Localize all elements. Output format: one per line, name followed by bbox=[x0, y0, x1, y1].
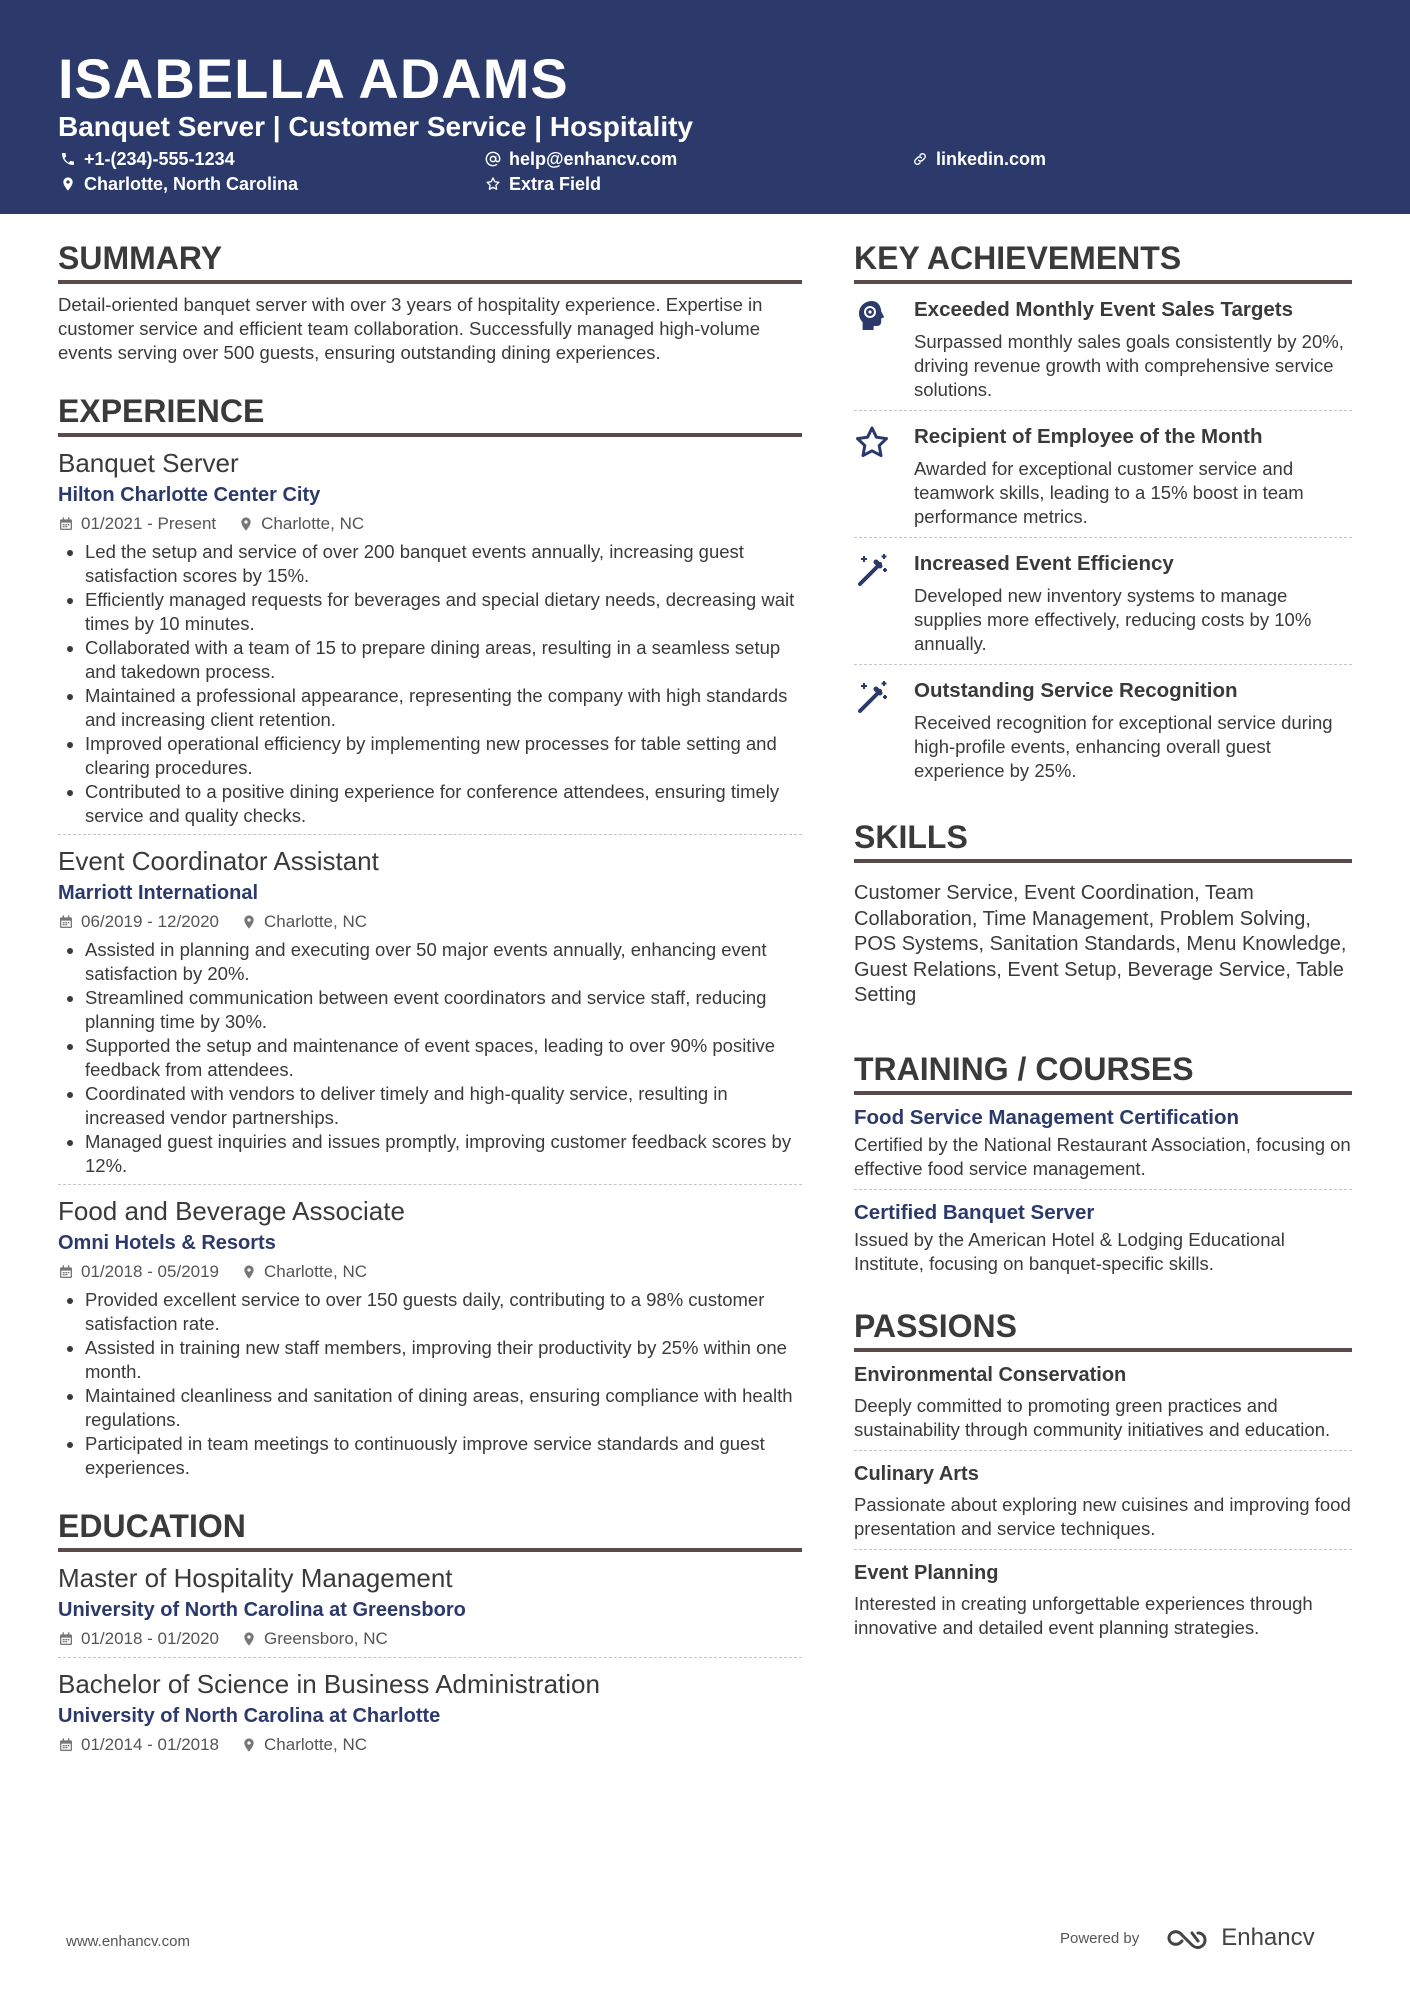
date-text: 01/2021 - Present bbox=[81, 514, 217, 533]
achievement-item bbox=[854, 284, 1352, 411]
bullet-item: • Assisted in training new staff members, improving their productivity by 25% within one month. bbox=[85, 1336, 802, 1384]
enhancv-logo[interactable] bbox=[1165, 1924, 1314, 1952]
passion-description: Deeply committed to promoting green practices and sustainability through community initiatives and education. bbox=[854, 1394, 1331, 1440]
achievement-body bbox=[914, 423, 1352, 529]
bullet-list bbox=[58, 1288, 802, 1480]
experience-list bbox=[58, 437, 802, 1486]
passions-list bbox=[854, 1352, 1352, 1648]
course-item bbox=[854, 1190, 1352, 1284]
powered-by-text: Powered by bbox=[1060, 1929, 1140, 1947]
head-icon bbox=[854, 296, 894, 402]
location-text: Charlotte, NC bbox=[264, 1735, 367, 1754]
right-column bbox=[854, 238, 1352, 1674]
school-name: University of North Carolina at Greensboro bbox=[58, 1599, 466, 1621]
calendar-icon bbox=[58, 914, 74, 930]
bullet-item: • Supported the setup and maintenance of event spaces, leading to over 90% positive feedback from attendees. bbox=[85, 1034, 802, 1082]
achievement-description: Developed new inventory systems to manage supplies more effectively, reducing costs by 10% annually. bbox=[914, 585, 1312, 654]
date-location-row bbox=[58, 1260, 802, 1284]
passion-title: Event Planning bbox=[854, 1561, 999, 1584]
date-location-row bbox=[58, 1627, 802, 1651]
achievement-item bbox=[854, 665, 1352, 791]
date-range bbox=[58, 910, 219, 934]
degree-title: Bachelor of Science in Business Administration bbox=[58, 1669, 600, 1699]
training-heading: TRAINING / COURSES bbox=[854, 1049, 1352, 1095]
date-text: 01/2018 - 05/2019 bbox=[81, 1262, 220, 1281]
achievements-section bbox=[854, 238, 1352, 791]
achievement-body bbox=[914, 296, 1352, 402]
map-pin-icon bbox=[241, 1631, 257, 1647]
star-icon bbox=[854, 423, 894, 529]
map-pin-icon bbox=[60, 176, 76, 192]
skills-heading: SKILLS bbox=[854, 817, 1352, 863]
calendar-icon bbox=[58, 1264, 74, 1280]
date-location-row bbox=[58, 910, 802, 934]
achievement-item bbox=[854, 538, 1352, 665]
star-outline-icon bbox=[485, 176, 501, 192]
passion-item bbox=[854, 1451, 1352, 1550]
passion-title: Culinary Arts bbox=[854, 1462, 979, 1485]
date-text: 01/2014 - 01/2018 bbox=[81, 1735, 220, 1754]
passion-description: Passionate about exploring new cuisines and improving food presentation and service techniques. bbox=[854, 1493, 1351, 1539]
map-pin-icon bbox=[241, 1737, 257, 1753]
summary-text: Detail-oriented banquet server with over 3 years of hospitality experience. Expertise in customer service and efficient team collaboration. Successfully managed high-volume events serving over 500 guests, ensuring outstanding dining experiences. bbox=[58, 294, 763, 363]
location-text: Charlotte, NC bbox=[261, 514, 365, 533]
date-range bbox=[58, 1733, 219, 1757]
map-pin-icon bbox=[241, 1264, 257, 1280]
at-icon bbox=[485, 151, 501, 167]
date-range bbox=[58, 512, 216, 536]
bullet-item: • Maintained a professional appearance, representing the company with high standards and increasing client retention. bbox=[85, 684, 802, 732]
calendar-icon bbox=[58, 1737, 74, 1753]
bullet-item: • Assisted in planning and executing over 50 major events annually, enhancing event satisfaction by 20%. bbox=[85, 938, 802, 986]
achievement-title: Outstanding Service Recognition bbox=[914, 679, 1238, 702]
course-title: Food Service Management Certification bbox=[854, 1105, 1240, 1129]
candidate-subtitle: Banquet Server | Customer Service | Hospitality bbox=[58, 111, 693, 142]
location-text: Greensboro, NC bbox=[264, 1629, 388, 1648]
location-text: Charlotte, North Carolina bbox=[84, 174, 299, 194]
bullet-item: • Collaborated with a team of 15 to prepare dining areas, resulting in a seamless setup and takedown process. bbox=[85, 636, 802, 684]
company-name: Omni Hotels & Resorts bbox=[58, 1232, 276, 1254]
contact-email[interactable] bbox=[485, 148, 677, 170]
achievement-description: Surpassed monthly sales goals consistently by 20%, driving revenue growth with comprehensive service solutions. bbox=[914, 331, 1344, 400]
achievement-title: Recipient of Employee of the Month bbox=[914, 425, 1263, 448]
company-name: Marriott International bbox=[58, 882, 259, 904]
achievements-heading: KEY ACHIEVEMENTS bbox=[854, 238, 1352, 284]
training-list bbox=[854, 1095, 1352, 1284]
training-section bbox=[854, 1049, 1352, 1284]
experience-entry bbox=[58, 1185, 802, 1486]
location bbox=[241, 1627, 388, 1651]
course-title: Certified Banquet Server bbox=[854, 1200, 1095, 1224]
bullet-item: • Participated in team meetings to continuously improve service standards and guest experiences. bbox=[85, 1432, 802, 1480]
calendar-icon bbox=[58, 1631, 74, 1647]
bullet-item: • Provided excellent service to over 150 guests daily, contributing to a 98% customer satisfaction rate. bbox=[85, 1288, 802, 1336]
passion-item bbox=[854, 1550, 1352, 1648]
course-description: Issued by the American Hotel & Lodging Educational Institute, focusing on banquet-specific skills. bbox=[854, 1228, 1285, 1274]
passion-title: Environmental Conservation bbox=[854, 1363, 1127, 1386]
bullet-list bbox=[58, 938, 802, 1178]
location bbox=[241, 910, 367, 934]
achievement-description: Awarded for exceptional customer service and teamwork skills, leading to a 15% boost in team performance metrics. bbox=[914, 458, 1304, 527]
skills-text: Customer Service, Event Coordination, Team Collaboration, Time Management, Problem Solving, POS Systems, Sanitation Standards, Menu Knowledge, Guest Relations, Event Setup, Beverage Service, Table Setting bbox=[854, 882, 1347, 1006]
education-heading: EDUCATION bbox=[58, 1506, 802, 1552]
location bbox=[241, 1260, 367, 1284]
enhancv-logo-text: Enhancv bbox=[1221, 1924, 1315, 1951]
location bbox=[238, 512, 364, 536]
calendar-icon bbox=[58, 516, 74, 532]
degree-title: Master of Hospitality Management bbox=[58, 1563, 453, 1593]
candidate-name: ISABELLA ADAMS bbox=[58, 47, 569, 110]
passions-heading: PASSIONS bbox=[854, 1306, 1352, 1352]
date-text: 06/2019 - 12/2020 bbox=[81, 912, 220, 931]
location bbox=[241, 1733, 367, 1757]
contact-location bbox=[60, 173, 298, 195]
experience-section bbox=[58, 391, 802, 1486]
bullet-item: • Streamlined communication between event coordinators and service staff, reducing planning time by 30%. bbox=[85, 986, 802, 1034]
education-section bbox=[58, 1506, 802, 1763]
magic-wand-icon bbox=[854, 550, 894, 656]
magic-wand-icon bbox=[854, 677, 894, 783]
phone-icon bbox=[60, 151, 76, 167]
resume-header bbox=[0, 0, 1410, 214]
experience-entry bbox=[58, 835, 802, 1185]
achievement-title: Exceeded Monthly Event Sales Targets bbox=[914, 298, 1293, 321]
bullet-item: • Improved operational efficiency by implementing new processes for table setting and clearing procedures. bbox=[85, 732, 802, 780]
passions-section bbox=[854, 1306, 1352, 1648]
contact-linkedin[interactable] bbox=[912, 148, 1046, 170]
passion-description: Interested in creating unforgettable experiences through innovative and detailed event planning strategies. bbox=[854, 1592, 1313, 1638]
course-description: Certified by the National Restaurant Association, focusing on effective food service management. bbox=[854, 1133, 1351, 1179]
contact-phone[interactable] bbox=[60, 148, 235, 170]
location-text: Charlotte, NC bbox=[264, 912, 367, 931]
enhancv-logo-icon bbox=[1165, 1925, 1213, 1951]
footer-branding bbox=[1060, 1924, 1315, 1952]
achievement-body bbox=[914, 550, 1352, 656]
link-icon bbox=[912, 151, 928, 167]
bullet-item: • Efficiently managed requests for beverages and special dietary needs, decreasing wait times by 10 minutes. bbox=[85, 588, 802, 636]
date-location-row bbox=[58, 512, 802, 536]
passion-item bbox=[854, 1352, 1352, 1451]
linkedin-text: linkedin.com bbox=[936, 149, 1047, 169]
achievement-body bbox=[914, 677, 1352, 783]
experience-heading: EXPERIENCE bbox=[58, 391, 802, 437]
bullet-item: • Maintained cleanliness and sanitation of dining areas, ensuring compliance with health regulations. bbox=[85, 1384, 802, 1432]
summary-heading: SUMMARY bbox=[58, 238, 802, 284]
map-pin-icon bbox=[241, 914, 257, 930]
bullet-item: • Managed guest inquiries and issues promptly, improving customer feedback scores by 12%. bbox=[85, 1130, 802, 1178]
extra-text: Extra Field bbox=[509, 174, 602, 194]
bullet-list bbox=[58, 540, 802, 828]
map-pin-icon bbox=[238, 516, 254, 532]
school-name: University of North Carolina at Charlotte bbox=[58, 1705, 441, 1727]
footer-website[interactable]: www.enhancv.com bbox=[66, 1933, 190, 1950]
job-title: Event Coordinator Assistant bbox=[58, 846, 379, 876]
course-item bbox=[854, 1095, 1352, 1190]
job-title: Banquet Server bbox=[58, 448, 239, 478]
achievement-description: Received recognition for exceptional service during high-profile events, enhancing overall guest experience by 25%. bbox=[914, 712, 1333, 781]
date-range bbox=[58, 1627, 219, 1651]
date-range bbox=[58, 1260, 219, 1284]
skills-section bbox=[854, 817, 1352, 1009]
email-text: help@enhancv.com bbox=[509, 149, 678, 169]
bullet-item: • Led the setup and service of over 200 banquet events annually, increasing guest satisfaction scores by 15%. bbox=[85, 540, 802, 588]
phone-text: +1-(234)-555-1234 bbox=[84, 149, 235, 169]
achievements-list bbox=[854, 284, 1352, 791]
experience-entry bbox=[58, 437, 802, 835]
job-title: Food and Beverage Associate bbox=[58, 1196, 405, 1226]
achievement-item bbox=[854, 411, 1352, 538]
education-entry bbox=[58, 1552, 802, 1658]
date-location-row bbox=[58, 1733, 802, 1757]
company-name: Hilton Charlotte Center City bbox=[58, 484, 321, 506]
achievement-title: Increased Event Efficiency bbox=[914, 552, 1174, 575]
date-text: 01/2018 - 01/2020 bbox=[81, 1629, 220, 1648]
bullet-item: • Contributed to a positive dining experience for conference attendees, ensuring timely service and quality checks. bbox=[85, 780, 802, 828]
education-list bbox=[58, 1552, 802, 1763]
location-text: Charlotte, NC bbox=[264, 1262, 367, 1281]
bullet-item: • Coordinated with vendors to deliver timely and high-quality service, resulting in increased vendor partnerships. bbox=[85, 1082, 802, 1130]
left-column bbox=[58, 238, 802, 1789]
contact-extra bbox=[485, 173, 601, 195]
education-entry bbox=[58, 1658, 802, 1763]
summary-section bbox=[58, 238, 802, 365]
